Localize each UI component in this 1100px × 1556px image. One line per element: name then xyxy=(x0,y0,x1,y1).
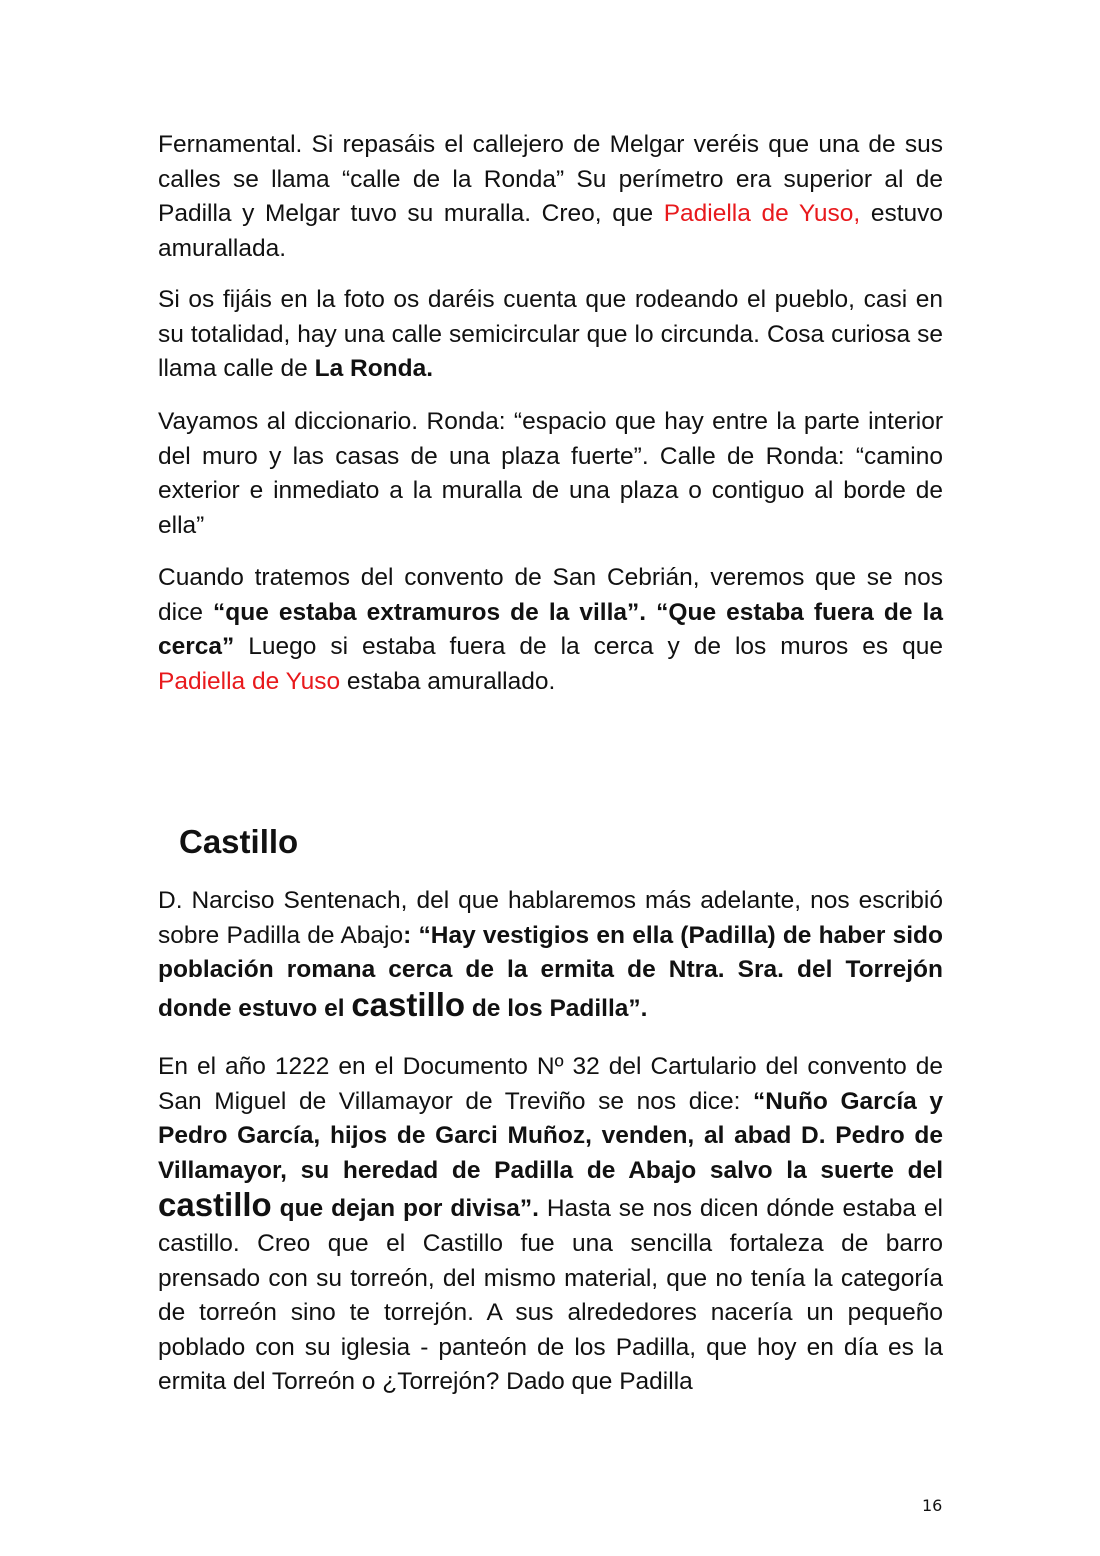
paragraph-san-cebrian xyxy=(158,561,943,699)
text-run-red: Padiella de Yuso, xyxy=(663,200,861,228)
text-run-bold: de los Padilla”. xyxy=(465,994,648,1022)
text-run: D. Narciso Sentenach, del que hablaremos más adelante, nos escribió sobre Padilla de Abajo xyxy=(158,887,943,949)
text-run: Luego si estaba fuera de la cerca y de los muros es que xyxy=(234,633,943,661)
paragraph-sentenach xyxy=(158,884,943,1026)
text-run-bold: “Nuño García y Pedro García, hijos de Garci Muñoz, venden, al abad D. Pedro de Villamayor, su heredad de Padilla de Abajo salvo la suerte del xyxy=(158,1087,943,1184)
text-run-bold: que dejan por divisa”. xyxy=(271,1195,539,1223)
page-number: 16 xyxy=(922,1496,943,1515)
text-run: estuvo amurallada. xyxy=(158,200,943,262)
paragraph-calle-ronda xyxy=(158,283,943,387)
text-run-bold: : “Hay vestigios en ella (Padilla) de haber sido población romana cerca de la ermita de Ntra. Sra. del Torrejón donde estuvo el xyxy=(158,921,943,1022)
paragraph-diccionario xyxy=(158,405,943,543)
text-run: estaba amurallado. xyxy=(340,667,556,695)
text-run-large-bold: castillo xyxy=(158,1186,272,1224)
text-run-red: Padiella de Yuso xyxy=(158,667,341,695)
text-run-bold: La Ronda. xyxy=(314,355,434,383)
text-run-large-bold: castillo xyxy=(351,985,466,1023)
section-heading: Castillo xyxy=(179,823,299,860)
paragraph-cartulario xyxy=(158,1050,943,1400)
text-run: Si os fijáis en la foto os daréis cuenta que rodeando el pueblo, casi en su totalidad, hay una calle semicircular que lo circunda. Cosa curiosa se llama calle de xyxy=(158,286,943,383)
text-run: Vayamos al diccionario. Ronda: “espacio que hay entre la parte interior del muro y las casas de una plaza fuerte”. Calle de Ronda: “camino exterior e inmediato a la muralla de una plaza o contiguo al borde de ella” xyxy=(158,408,943,539)
paragraph-melgar-muralla xyxy=(158,128,943,266)
text-run: Cuando tratemos del convento de San Cebrián, veremos que se nos dice xyxy=(158,564,943,626)
text-run: En el año 1222 en el Documento Nº 32 del Cartulario del convento de San Miguel de Villamayor de Treviño se nos dice: xyxy=(158,1053,943,1115)
text-run: Fernamental. Si repasáis el callejero de Melgar veréis que una de sus calles se llama “calle de la Ronda” Su perímetro era superior al de Padilla y Melgar tuvo su muralla. Creo, que xyxy=(158,131,943,228)
text-run: Hasta se nos dicen dónde estaba el castillo. Creo que el Castillo fue una sencilla fortaleza de barro prensado con su torreón, del mismo material, que no tenía la categoría de torreón sino te torrejón. A sus alrededores nacería un pequeño poblado con su iglesia - panteón de los Padilla, que hoy en día es la ermita del Torreón o ¿Torrejón? Dado que Padilla xyxy=(158,1195,943,1396)
text-run-bold: “que estaba extramuros de la villa”. “Que estaba fuera de la cerca” xyxy=(158,598,943,661)
